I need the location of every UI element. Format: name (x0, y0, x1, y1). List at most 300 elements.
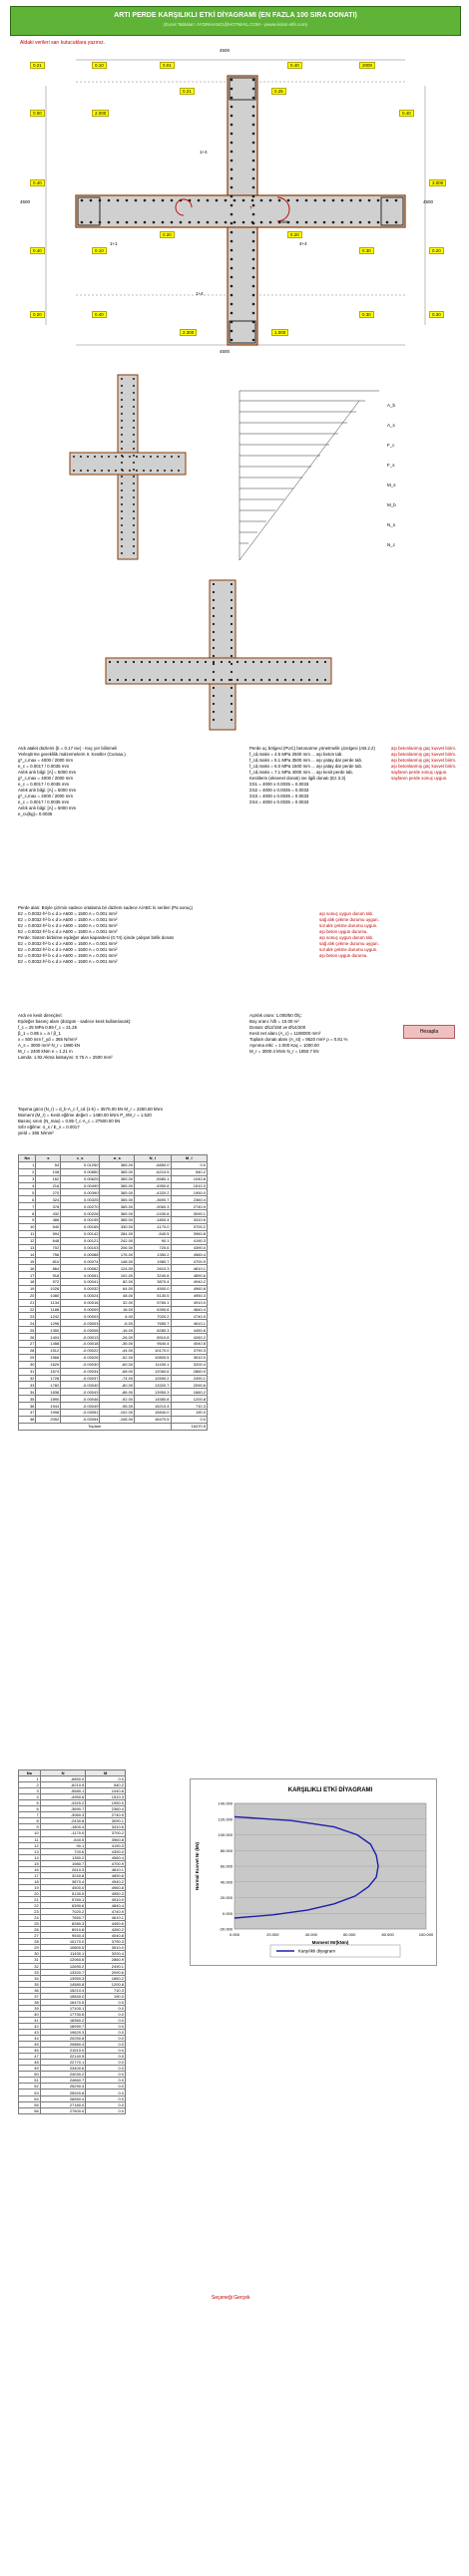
web-label: Mvs (279, 219, 288, 224)
rebar-dot (121, 483, 123, 484)
rebar-dot (229, 679, 231, 681)
table-cell: 972 (36, 1279, 61, 1286)
table-cell: 4810.1 (171, 1265, 207, 1272)
input-tag[interactable]: 2000 (359, 62, 375, 69)
rebar-dot (231, 267, 234, 270)
table-cell: 4260.2 (171, 1334, 207, 1341)
rebar-dot (101, 456, 103, 458)
calc-line: e_cu(kg)= 0.0035 (18, 811, 53, 816)
input-tag[interactable]: 0.40 (30, 247, 45, 254)
rebar-dot (133, 427, 135, 429)
rebar-dot (144, 199, 147, 202)
rebar-dot (121, 496, 123, 498)
table-cell: 11430.1 (40, 1951, 86, 1957)
rebar-dot (252, 106, 255, 109)
table-row (19, 1244, 208, 1251)
rebar-dot (121, 385, 123, 387)
rebar-dot (178, 470, 180, 472)
table-cell: 4610.1 (86, 1915, 126, 1921)
rebar-dot (231, 115, 234, 118)
table-cell: 7 (19, 1812, 41, 1818)
calc-line: Kesitlerin (eksenel donatı) ise ilgili donatı (Ez.3.3) (249, 776, 346, 781)
rebar-dot (171, 199, 174, 202)
rebar-dot (300, 661, 302, 663)
rebar-dot (268, 661, 270, 663)
table-cell: 4700.9 (86, 1860, 126, 1866)
table-cell: 284.00 (100, 1230, 135, 1237)
strain-label: M_s (387, 483, 396, 487)
table-cell: 37 (19, 1993, 41, 1999)
table-cell: 864 (36, 1265, 61, 1272)
rebar-dot (207, 199, 210, 202)
rebar-dot (252, 186, 255, 189)
table-cell: -3690.7 (135, 1196, 171, 1203)
calc-line: Ardı atalet düzlemi (b = 0.17 ise) - Kaç yer bilinmeli (18, 746, 118, 751)
table-cell: 15210.4 (40, 1987, 86, 1993)
interaction-table (18, 1770, 126, 2114)
table-cell: -74.00 (100, 1375, 135, 1382)
rebar-dot (231, 719, 233, 721)
input-tag[interactable]: 0.20 (287, 231, 302, 238)
rebar-dot (260, 221, 263, 224)
rebar-dot (231, 583, 233, 585)
input-tag[interactable]: 0.20 (160, 231, 175, 238)
y-axis-label: Normal Kuvvet Nr (kN) (195, 1841, 200, 1891)
input-tag[interactable]: 0.25 (271, 88, 286, 95)
table-cell: -0.00043 (61, 1389, 100, 1396)
rebar-dot (129, 470, 131, 472)
rebar-dot (287, 199, 290, 202)
table-cell: 0.0 (86, 2066, 126, 2072)
rebar-dot (225, 221, 228, 224)
table-cell: 54 (36, 1161, 61, 1168)
table-row (19, 1223, 208, 1230)
table-cell: 90.1 (135, 1237, 171, 1244)
rebar-dot (133, 392, 135, 394)
table-cell: 3090.1 (171, 1210, 207, 1217)
table-cell: 324 (36, 1196, 61, 1203)
rebar-dot (180, 221, 183, 224)
rebar-dot (252, 285, 255, 288)
table-row (19, 1389, 208, 1396)
table-cell: 31 (19, 1957, 41, 1963)
rebar-dot (133, 510, 135, 512)
table-cell: 0.00121 (61, 1237, 100, 1244)
input-tag[interactable]: 0.30 (359, 311, 374, 318)
rebar-dot (133, 413, 135, 415)
table-cell: 2090.6 (86, 1969, 126, 1975)
table-cell: 540.2 (86, 1782, 126, 1788)
table-row (19, 1285, 208, 1292)
rebar-dot (197, 679, 199, 681)
table-cell: 162 (36, 1175, 61, 1182)
table-cell: 0.0 (86, 2095, 126, 2101)
input-tag[interactable]: 0.00 (30, 110, 45, 117)
table-cell: 14580.8 (40, 1981, 86, 1987)
table-row (19, 2107, 126, 2113)
calc-block-1 (18, 746, 237, 817)
table-cell: -102.00 (100, 1409, 135, 1416)
table-cell: 35 (19, 1981, 41, 1987)
table-cell: 21 (19, 1896, 41, 1902)
table-cell: 23 (19, 1909, 41, 1915)
rebar-dot (213, 639, 215, 641)
rebar-dot (133, 503, 135, 505)
input-tag[interactable]: 3.000 (429, 179, 446, 186)
table-cell: 3790.3 (86, 1939, 126, 1945)
table-cell: 10800.5 (40, 1945, 86, 1951)
dim-left-label: 4500 (20, 199, 31, 204)
table-cell: 2860.9 (171, 1368, 207, 1375)
table-cell: 42 (19, 2023, 41, 2029)
rebar-dot (133, 441, 135, 443)
input-tag[interactable]: 0.30 (359, 247, 374, 254)
rebar-dot (136, 470, 138, 472)
detail-section (100, 576, 339, 736)
rebar-dot (231, 258, 234, 261)
rebar-dot (252, 97, 255, 100)
table-cell: 48.00 (100, 1292, 135, 1299)
table-cell: 4840.4 (86, 1903, 126, 1909)
rebar-dot (225, 199, 228, 202)
rebar-dot (181, 679, 183, 681)
dim-top-label: 4500 (220, 48, 231, 53)
table-cell: -0.00049 (61, 1403, 100, 1410)
rebar-dot (173, 661, 175, 663)
calculate-button[interactable]: Hesapla (403, 1025, 455, 1039)
rebar-dot (216, 221, 219, 224)
table-cell: 1950.0 (171, 1189, 207, 1196)
table-cell: -98.00 (100, 1403, 135, 1410)
rebar-dot (165, 661, 167, 663)
x-tick-label: 0.000 (229, 1932, 240, 1937)
table-cell: 19620.3 (40, 2030, 86, 2036)
table-cell: 20250.8 (40, 2036, 86, 2042)
calc-line: Ez = 0.0032·h²·b ≤ d ≥ A600 = 1500 A = 0.001 mm² (18, 923, 118, 928)
table-cell: 37 (19, 1409, 36, 1416)
rebar-dot (213, 695, 215, 697)
rebar-dot (133, 545, 135, 547)
calc-line: sağ alık çekme durumu uygun. (319, 917, 379, 922)
table-cell: 6 (19, 1806, 41, 1812)
table-cell: 756 (36, 1251, 61, 1258)
table-cell: 1026 (36, 1285, 61, 1292)
rebar-dot (121, 469, 123, 471)
table-cell: 18990.7 (40, 2023, 86, 2029)
page-title: ARTI PERDE KARŞILIKLI ETKİ DİYAGRAMI (EN FAZLA 100 SIRA DONATI) (114, 12, 357, 19)
rebar-dot (87, 470, 89, 472)
input-tag[interactable]: 0.20 (30, 311, 45, 318)
input-tag[interactable]: 0.21 (180, 88, 195, 95)
table-cell: 0.00270 (61, 1203, 100, 1210)
calc-line: Aşınma etki: = 1.000 Kaç = 1000.00 (249, 1043, 319, 1048)
calc-line: ΣS1 = 4000 x 0.0035 = 0.0033 (249, 782, 309, 787)
table-row (19, 1299, 208, 1306)
table-cell: 5760.1 (40, 1896, 86, 1902)
rebar-dot (296, 221, 299, 224)
table-cell: 29 (19, 1945, 41, 1951)
table-cell: 13 (19, 1848, 41, 1854)
rebar-dot (359, 199, 362, 202)
table-cell: 4260.2 (86, 1927, 126, 1933)
rebar-dot (121, 420, 123, 422)
rebar-dot (231, 591, 233, 593)
table-cell: 4610.1 (171, 1320, 207, 1327)
calc-line: e_c = 0.0017 / 0.0035 mm (18, 764, 70, 769)
rebar-dot (121, 517, 123, 519)
rebar-dot (231, 711, 233, 713)
table-cell: 5760.1 (135, 1299, 171, 1306)
table-cell: 20880.4 (40, 2042, 86, 2048)
table-cell: 5130.5 (135, 1292, 171, 1299)
rebar-dot (121, 427, 123, 429)
input-tag[interactable]: 0.10 (92, 247, 107, 254)
table-cell: 44 (19, 2036, 41, 2042)
strain-table (18, 1154, 208, 1431)
rebar-dot (108, 470, 110, 472)
table-cell: -60.00 (100, 1361, 135, 1368)
table-cell: 1728 (36, 1375, 61, 1382)
rebar-dot (231, 623, 233, 625)
table-cell: 6390.6 (40, 1903, 86, 1909)
table-cell: 0.00003 (61, 1313, 100, 1320)
table-cell: 2360.4 (86, 1806, 126, 1812)
table-cell: 190.0 (86, 1993, 126, 1999)
rebar-dot (164, 456, 166, 458)
rebar-dot (133, 661, 135, 663)
table-cell: -4950.6 (40, 1794, 86, 1800)
rebar-dot (395, 199, 398, 202)
rebar-dot (171, 470, 173, 472)
table-cell: 31 (19, 1368, 36, 1375)
table-row (19, 1341, 208, 1348)
table-row (19, 1396, 208, 1403)
table-cell: 39 (19, 2005, 41, 2011)
table-cell: 710.3 (171, 1403, 207, 1410)
table-header: N_i (135, 1155, 171, 1162)
calc-line: f_cd,maks = 6.0 MPa 1500 mm ... aşı yatay dar perde tab. (249, 764, 363, 769)
table-cell: 4560.4 (171, 1251, 207, 1258)
calc-line: sağ alık çekme durumu uygun. (319, 941, 379, 946)
table-cell: 30 (19, 1361, 36, 1368)
rebar-dot (292, 679, 294, 681)
table-cell: 12 (19, 1237, 36, 1244)
rebar-dot (231, 151, 234, 154)
rebar-dot (121, 434, 123, 436)
table-cell: 1944 (36, 1403, 61, 1410)
table-cell: 29 (19, 1354, 36, 1361)
rebar-dot (231, 249, 234, 252)
table-cell: 0.0 (171, 1161, 207, 1168)
y-tick-label: 120.000 (218, 1816, 233, 1822)
table-cell: 55 (19, 2101, 41, 2107)
table-cell: -0.00030 (61, 1361, 100, 1368)
table-cell: 365.00 (100, 1175, 135, 1182)
table-cell: 4040.8 (86, 1933, 126, 1939)
table-cell: 5 (19, 1800, 41, 1806)
calc-line: f_cd,maks = 4.5 MPa 2500 mm ... aşı beton tab. (249, 752, 343, 757)
rebar-dot (305, 199, 308, 202)
table-cell: -3690.7 (40, 1806, 86, 1812)
rebar-dot (252, 151, 255, 154)
table-cell: 190.0 (171, 1409, 207, 1416)
legend-label: Karşılıklı diyagram (298, 1948, 336, 1954)
table-cell: 26550.4 (40, 2095, 86, 2101)
calc-line: Ez = 0.0032·h²·b ≤ d ≥ A600 = 1500 A = 0.001 mm² (18, 947, 118, 952)
table-cell: 10800.5 (135, 1354, 171, 1361)
rebar-dot (231, 106, 234, 109)
rebar-dot (231, 294, 234, 297)
input-tag[interactable]: 0.40 (92, 311, 107, 318)
rebar-dot (189, 221, 192, 224)
input-tag[interactable]: 0.40 (399, 110, 414, 117)
table-cell: 648 (36, 1237, 61, 1244)
table-cell: 2 (19, 1782, 41, 1788)
table-cell: 3960.8 (171, 1230, 207, 1237)
rebar-dot (73, 456, 75, 458)
table-cell: 0.0 (171, 1416, 207, 1423)
table-cell: 51 (19, 2078, 41, 2084)
table-cell: 12 (19, 1842, 41, 1848)
rebar-dot (121, 462, 123, 464)
table-row (19, 1161, 208, 1168)
table-cell: 25920.8 (40, 2090, 86, 2095)
calc-line: ΣS3 = 4000 x 0.0035 = 0.0033 (249, 794, 309, 799)
strain-label: N_s (387, 522, 396, 527)
table-total-label: Toplam (19, 1423, 172, 1430)
rebar-dot (242, 199, 245, 202)
rebar-dot (121, 489, 123, 491)
rebar-dot (395, 221, 398, 224)
rebar-dot (231, 213, 234, 216)
dim-bottom-label: 4500 (220, 349, 231, 354)
rebar-dot (231, 240, 234, 243)
table-cell: 8280.3 (135, 1327, 171, 1334)
input-tag[interactable]: 0.30 (429, 311, 444, 318)
input-tag[interactable]: 1.000 (271, 329, 288, 336)
table-cell: 14 (19, 1251, 36, 1258)
rebar-dot (284, 661, 286, 663)
calc-line: Toplam donatı alanı (A_st) = 9520 mm² ρ = 0.81 % (249, 1037, 348, 1042)
rebar-dot (162, 199, 165, 202)
x-axis-label: Moment Mr(kNm) (311, 1940, 349, 1945)
calc-line: aşı betonlanmış güç kuvvet birim. (391, 764, 457, 769)
table-cell: 4390.0 (86, 1848, 126, 1854)
table-cell: -0.00013 (61, 1334, 100, 1341)
table-cell: 3960.8 (86, 1836, 126, 1842)
table-cell: 10170.0 (135, 1347, 171, 1354)
rebar-dot (234, 199, 236, 202)
rebar-dot (231, 639, 233, 641)
table-cell: 3870.4 (135, 1279, 171, 1286)
table-cell: -52.00 (100, 1354, 135, 1361)
rebar-dot (231, 231, 234, 234)
input-tag[interactable]: 0.21 (30, 62, 45, 69)
rebar-dot (171, 456, 173, 458)
table-cell: 365.00 (100, 1210, 135, 1217)
rebar-dot (171, 221, 174, 224)
calc-line: Yerleştirme gereklilik malzemelerin II. Kesitler (Cumaa.). (18, 752, 127, 757)
input-tag[interactable]: 2.000 (92, 110, 109, 117)
rebar-dot (121, 399, 123, 401)
rebar-dot (108, 456, 110, 458)
rebar-dot (231, 647, 233, 649)
table-cell: 32 (19, 1375, 36, 1382)
table-cell: -16.00 (100, 1327, 135, 1334)
table-cell: 26 (19, 1334, 36, 1341)
table-row (19, 1265, 208, 1272)
input-tag[interactable]: 0.10 (92, 62, 107, 69)
strain-label: N_c (387, 542, 396, 547)
calc-line: g*_c,max = 4000 / 2000 mm (18, 776, 74, 781)
rebar-dot (141, 661, 143, 663)
table-cell: 1350.2 (40, 1854, 86, 1860)
rebar-dot (143, 470, 145, 472)
rebar-dot (231, 124, 234, 127)
table-cell: 0.00228 (61, 1210, 100, 1217)
table-cell: 36 (19, 1403, 36, 1410)
rebar-dot (133, 531, 135, 533)
table-cell: 21 (19, 1299, 36, 1306)
table-cell: 0.0 (86, 1999, 126, 2005)
table-cell: 1 (19, 1776, 41, 1782)
table-cell: 8280.3 (40, 1921, 86, 1927)
rebar-dot (133, 434, 135, 436)
rebar-dot (81, 199, 84, 202)
rebar-dot (231, 276, 234, 279)
table-cell: 4190.3 (86, 1842, 126, 1848)
input-tag[interactable]: 0.40 (287, 62, 302, 69)
rebar-dot (213, 607, 215, 609)
table-cell: 13320.7 (40, 1969, 86, 1975)
table-cell: 0.0 (86, 2011, 126, 2017)
rebar-dot (231, 79, 234, 82)
rebar-dot (157, 470, 159, 472)
table-cell: 1660.2 (171, 1389, 207, 1396)
calc-line: β_1 = 0.85 x = a / β_1 (18, 1031, 61, 1036)
input-tag[interactable]: 2.300 (180, 329, 197, 336)
table-cell: 365.00 (100, 1189, 135, 1196)
rebar-dot (341, 199, 344, 202)
table-cell: 4040.8 (171, 1341, 207, 1348)
rebar-dot (386, 221, 389, 224)
calc-line: Ez = 0.0032·h²·b ≤ d ≥ A600 = 1500 A = 0.001 mm² (18, 911, 118, 916)
table-header: No (19, 1155, 36, 1162)
table-cell: 7650.7 (135, 1320, 171, 1327)
table-cell: 11430.1 (135, 1361, 171, 1368)
table-cell: 4450.6 (86, 1921, 126, 1927)
node-b-label: 4+4 (299, 241, 307, 246)
table-cell: 17730.6 (40, 2011, 86, 2017)
table-cell: -0.00046 (61, 1396, 100, 1403)
input-tag[interactable]: 0.01 (160, 62, 175, 69)
table-cell: 3090.1 (86, 1818, 126, 1824)
rebar-dot (109, 661, 111, 663)
input-tag[interactable]: 0.20 (429, 247, 444, 254)
rebar-dot (252, 213, 255, 216)
table-cell: 24660.7 (40, 2078, 86, 2084)
input-tag[interactable]: 0.40 (30, 179, 45, 186)
table-cell: 0.00142 (61, 1230, 100, 1237)
rebar-dot (90, 199, 93, 202)
table-cell: -4320.2 (135, 1189, 171, 1196)
table-cell: 3410.6 (86, 1824, 126, 1830)
rebar-dot (80, 456, 82, 458)
table-cell: 6390.6 (135, 1306, 171, 1313)
table-cell: 4940.2 (86, 1878, 126, 1884)
rebar-dot (231, 312, 234, 315)
table-cell: 0.0 (86, 2023, 126, 2029)
